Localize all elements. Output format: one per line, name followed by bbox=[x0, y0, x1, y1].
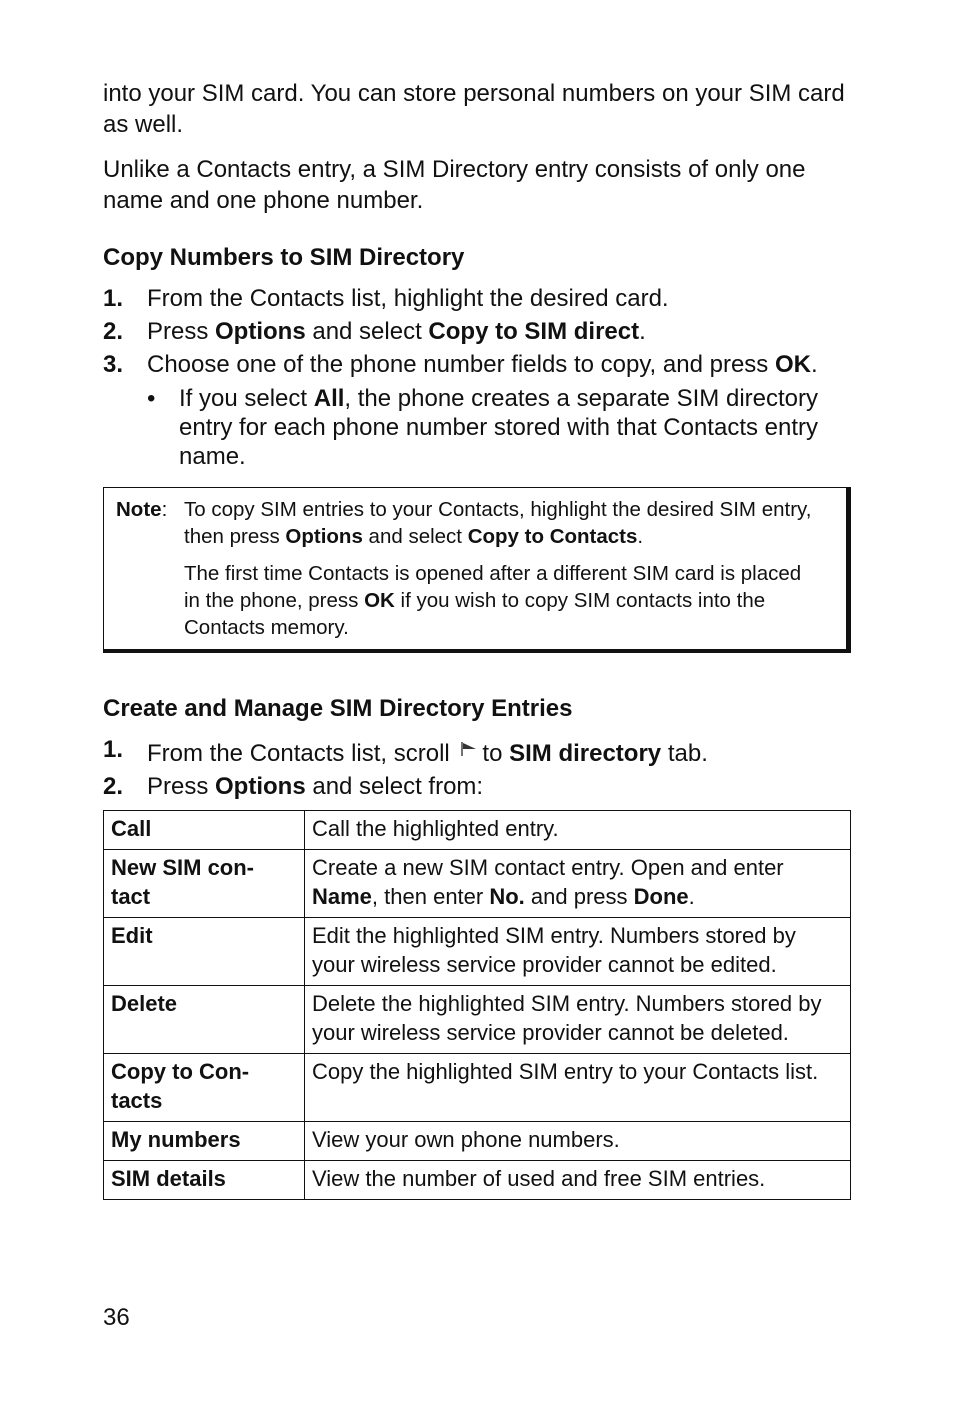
option-description: Edit the highlighted SIM entry. Numbers stored by your wireless service provider cannot be edited. bbox=[305, 918, 851, 986]
table-row bbox=[104, 1122, 851, 1161]
note-paragraph-2: The first time Contacts is opened after a different SIM card is placed in the phone, press OK if you wish to copy SIM contacts into the Contacts memory. bbox=[184, 562, 802, 639]
options-table bbox=[103, 810, 851, 1200]
option-description: Delete the highlighted SIM entry. Numbers stored by your wireless service provider cannot be deleted. bbox=[305, 986, 851, 1054]
option-name: Call bbox=[104, 811, 305, 850]
copy-steps-list bbox=[103, 283, 851, 380]
option-description: Call the highlighted entry. bbox=[305, 811, 851, 850]
step-text: Press Options and select Copy to SIM direct. bbox=[147, 318, 646, 345]
copy-step-1 bbox=[103, 283, 851, 314]
step-number: 2. bbox=[103, 318, 124, 345]
option-name: SIM details bbox=[104, 1161, 305, 1200]
bullet-symbol: • bbox=[147, 385, 156, 412]
option-name: Delete bbox=[104, 986, 305, 1054]
manual-page bbox=[103, 78, 851, 1200]
intro-paragraph-2: Unlike a Contacts entry, a SIM Directory entry consists of only one name and one phone number. bbox=[103, 156, 806, 214]
manage-steps-list bbox=[103, 734, 851, 802]
note-label: Note: bbox=[116, 498, 168, 521]
option-description: Copy the highlighted SIM entry to your Contacts list. bbox=[305, 1054, 851, 1122]
page-number: 36 bbox=[103, 1304, 130, 1331]
copy-section-heading: Copy Numbers to SIM Directory bbox=[103, 244, 465, 271]
table-row bbox=[104, 1161, 851, 1200]
option-name: Copy to Con- tacts bbox=[104, 1054, 305, 1122]
step-number: 3. bbox=[103, 351, 124, 378]
option-description: View the number of used and free SIM entries. bbox=[305, 1161, 851, 1200]
copy-step-3 bbox=[103, 349, 851, 380]
note-box bbox=[103, 487, 851, 653]
table-row bbox=[104, 986, 851, 1054]
manage-section-heading: Create and Manage SIM Directory Entries bbox=[103, 695, 573, 722]
step-text: From the Contacts list, highlight the desired card. bbox=[147, 285, 669, 312]
bullet-text: If you select All, the phone creates a separate SIM directory entry for each phone number stored with that Contacts entry name. bbox=[179, 385, 819, 470]
option-name: Edit bbox=[104, 918, 305, 986]
step-text: From the Contacts list, scroll to SIM directory tab. bbox=[147, 734, 708, 769]
manage-step-1 bbox=[103, 734, 851, 769]
option-description: View your own phone numbers. bbox=[305, 1122, 851, 1161]
step-text: Press Options and select from: bbox=[147, 773, 484, 800]
option-name: New SIM con- tact bbox=[104, 850, 305, 918]
option-name: My numbers bbox=[104, 1122, 305, 1161]
table-row bbox=[104, 850, 851, 918]
intro-paragraph-1: into your SIM card. You can store personal numbers on your SIM card as well. bbox=[103, 80, 845, 138]
copy-step-2 bbox=[103, 316, 851, 347]
option-description: Create a new SIM contact entry. Open and enter Name, then enter No. and press Done. bbox=[305, 850, 851, 918]
right-arrow-icon bbox=[460, 734, 478, 765]
step-text: Choose one of the phone number fields to copy, and press OK. bbox=[147, 351, 818, 378]
copy-step-3-bullet bbox=[103, 384, 851, 471]
table-row bbox=[104, 811, 851, 850]
table-row bbox=[104, 1054, 851, 1122]
step-number: 2. bbox=[103, 773, 124, 800]
step-number: 1. bbox=[103, 736, 124, 763]
table-row bbox=[104, 918, 851, 986]
manage-step-2 bbox=[103, 771, 851, 802]
note-paragraph-1: To copy SIM entries to your Contacts, highlight the desired SIM entry, then press Options and select Copy to Contacts. bbox=[184, 498, 812, 548]
step-number: 1. bbox=[103, 285, 124, 312]
